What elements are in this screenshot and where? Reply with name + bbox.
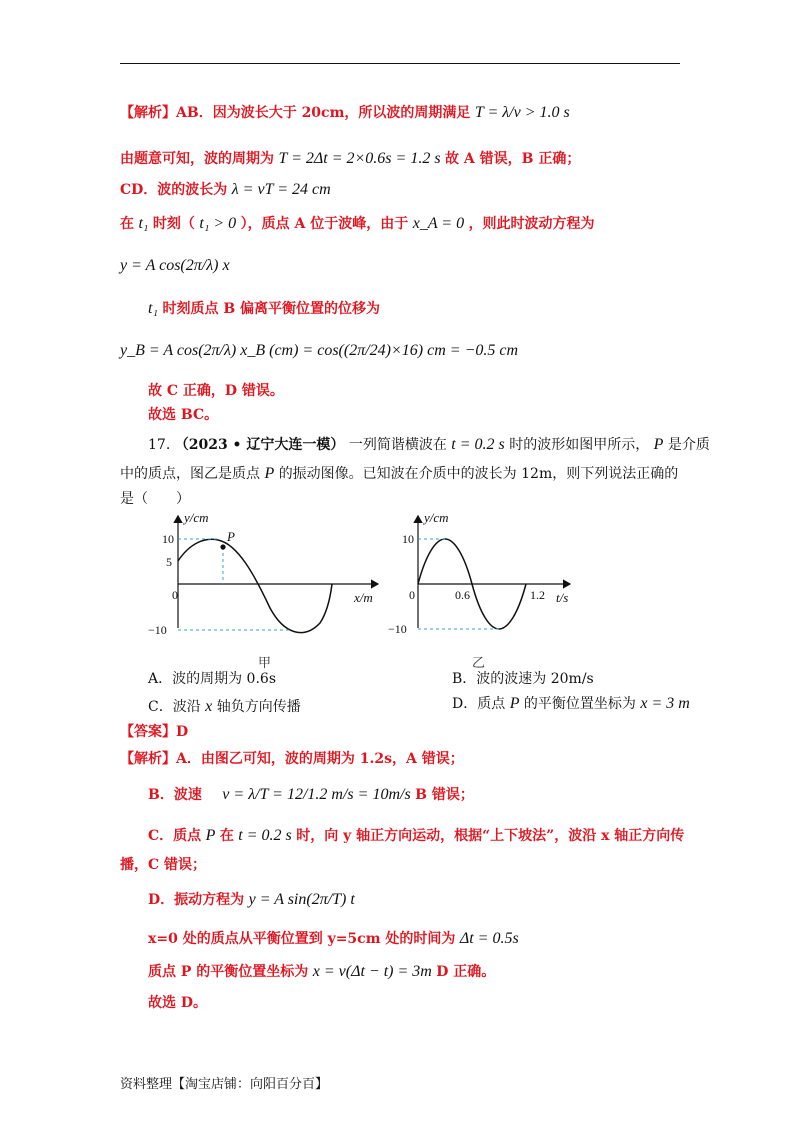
- option-a[interactable]: [148, 668, 276, 688]
- sol17-line4: [120, 855, 680, 875]
- sol16-l4b: 时刻（: [152, 216, 195, 232]
- sol16-line8: [148, 381, 708, 401]
- header-rule: [120, 63, 680, 64]
- fig-a-tick-5: 5: [166, 555, 172, 569]
- q17-stem-line2: [120, 464, 680, 484]
- page-footer: 资料整理【淘宝店铺：向阳百分百】: [120, 1077, 329, 1092]
- sol16-l9: 故选 BC。: [148, 407, 219, 423]
- q17-stem1: 一列简谐横波在: [348, 437, 447, 453]
- sol16-line9: [148, 405, 708, 425]
- figure-vibration-graph: [388, 508, 590, 658]
- sol16-math7: y_B = A cos(2π/λ) x_B (cm) = cos((2π/24)×16) cm = −0.5 cm: [120, 342, 519, 359]
- fig-b-xtick-12: 1.2: [530, 588, 545, 602]
- sol16-l8: 故 C 正确，D 错误。: [148, 383, 284, 399]
- sol16-l4m3: x_A = 0: [412, 215, 465, 232]
- sol16-line1: [120, 103, 680, 123]
- sol17-l3m1: P: [205, 827, 216, 844]
- option-d-text-a: D．质点: [452, 696, 506, 712]
- fig-b-xlabel: t/s: [556, 590, 569, 605]
- sol17-l7math: x = v(Δt − t) = 3m: [312, 963, 432, 980]
- sol17-line2: [148, 785, 708, 805]
- sol17-l1: 【解析】A．由图乙可知，波的周期为 1.2s，A 错误；: [120, 751, 464, 767]
- sol16-math3: λ = vT = 24 cm: [231, 181, 331, 198]
- q17-stem5: 是（ ）: [120, 491, 190, 507]
- sol16-l6m: t₁: [148, 300, 159, 317]
- option-d-math1: P: [509, 695, 520, 712]
- option-b-text: B．波的波速为 20m/s: [452, 671, 594, 687]
- sol16-l4m1: t₁: [138, 215, 149, 232]
- sol17-line1: [120, 749, 680, 769]
- sol17-l3b: 在: [219, 828, 234, 844]
- fig-a-caption: 甲: [258, 656, 272, 671]
- fig-b-caption: 乙: [472, 656, 486, 671]
- sol16-math1: T = λ/v > 1.0 s: [474, 104, 570, 121]
- q17-stem-math2: P: [653, 436, 664, 453]
- q17-stem-line3: [120, 489, 680, 509]
- sol16-line4: [120, 214, 680, 234]
- sol17-l5math: y = A sin(2π/T) t: [248, 891, 355, 908]
- sol17-line6: [148, 929, 708, 949]
- sol16-l6label: 时刻质点 B 偏离平衡位置的位移为: [162, 301, 381, 317]
- sol17-l6math: Δt = 0.5s: [459, 930, 519, 947]
- sol17-line3: [148, 826, 708, 846]
- sol16-l4c: ），质点 A 位于波峰，由于: [240, 216, 409, 232]
- sol17-answer: [120, 722, 680, 742]
- option-c-text-b: 轴负方向传播: [216, 699, 301, 715]
- sol16-line5: [120, 256, 680, 276]
- fig-a-tick-0: 0: [172, 588, 178, 602]
- option-d-math2: x = 3 m: [640, 695, 690, 712]
- q17-stem-math1: t = 0.2 s: [451, 436, 505, 453]
- fig-a-xlabel: x/m: [354, 590, 373, 605]
- fig-a-point-p: [220, 544, 225, 549]
- sol16-line6: [148, 299, 708, 319]
- sol16-math5: y = A cos(2π/λ) x: [120, 257, 230, 274]
- sol17-l6label: x=0 处的质点从平衡位置到 y=5cm 处的时间为: [148, 931, 456, 947]
- sol16-line3: [120, 180, 680, 200]
- sol17-line5: [148, 890, 708, 910]
- sol17-l3m2: t = 0.2 s: [238, 827, 292, 844]
- sol17-l2label: B．波速: [148, 787, 202, 803]
- q17-stem4b: 的振动图像。已知波在介质中的波长为 12m，则下列说法正确的: [278, 466, 679, 482]
- fig-b-tick-0: 0: [409, 588, 415, 602]
- sol16-line2: [120, 149, 680, 169]
- sol17-answer-text: 【答案】D: [120, 724, 189, 740]
- q17-stem2: 时的波形如图甲所示，: [509, 437, 650, 453]
- fig-a-wave-curve: [178, 539, 332, 632]
- fig-b-tick-10: 10: [402, 532, 414, 546]
- sol16-line7: [120, 341, 680, 361]
- option-d-text-b: 的平衡位置坐标为: [523, 696, 636, 712]
- fig-a-label-p: P: [227, 529, 235, 544]
- fig-a-tick-neg10: −10: [148, 623, 167, 637]
- option-d[interactable]: [452, 693, 690, 713]
- sol17-l5label: D．振动方程为: [148, 892, 245, 908]
- q17-number: 17.: [148, 437, 171, 453]
- sol16-label2: 由题意可知，波的周期为: [120, 151, 274, 167]
- sol17-l7tail: D 正确。: [436, 964, 496, 980]
- sol17-l3a: C．质点: [148, 828, 202, 844]
- option-c-text-a: C．波沿: [148, 699, 201, 715]
- sol17-line8: [148, 993, 708, 1013]
- option-c-math: x: [205, 698, 213, 715]
- option-b[interactable]: [452, 668, 594, 688]
- sol16-l4d: ，则此时波动方程为: [468, 216, 595, 232]
- sol16-tail2: 故 A 错误，B 正确；: [445, 151, 581, 167]
- sol17-l4: 播，C 错误；: [120, 857, 207, 873]
- sol17-l7label: 质点 P 的平衡位置坐标为: [148, 964, 309, 980]
- q17-stem-math3: P: [264, 465, 275, 482]
- option-a-text: A．波的周期为 0.6s: [148, 671, 277, 687]
- sol16-l4m2: t₁ > 0: [199, 215, 237, 232]
- q17-stem3: 是介质: [667, 437, 710, 453]
- fig-b-xtick-06: 0.6: [455, 588, 470, 602]
- fig-a-ylabel: y/cm: [184, 510, 209, 525]
- sol17-l8: 故选 D。: [148, 995, 208, 1011]
- fig-a-tick-10: 10: [162, 532, 174, 546]
- figure-wave-graph: [148, 508, 390, 658]
- fig-b-ylabel: y/cm: [424, 510, 449, 525]
- fig-b-tick-neg10: −10: [388, 622, 407, 636]
- sol16-math2: T = 2Δt = 2×0.6s = 1.2 s: [278, 150, 441, 167]
- sol17-l2math: v = λ/T = 12/1.2 m/s = 10m/s: [222, 786, 411, 803]
- option-c[interactable]: [148, 696, 301, 716]
- q17-stem-line1: [148, 435, 708, 455]
- sol17-line7: [148, 962, 708, 982]
- sol17-l2tail: B 错误；: [415, 787, 474, 803]
- sol16-label1: 【解析】AB．因为波长大于 20cm，所以波的周期满足: [120, 105, 471, 121]
- sol16-label3: CD．波的波长为: [120, 182, 228, 198]
- q17-source: （2023 • 辽宁大连一模）: [174, 437, 345, 453]
- sol17-l3c: 时，向 y 轴正方向运动，根据“上下坡法”，波沿 x 轴正方向传: [296, 828, 685, 844]
- q17-stem4a: 中的质点，图乙是质点: [120, 466, 260, 482]
- sol16-l4a: 在: [120, 216, 134, 232]
